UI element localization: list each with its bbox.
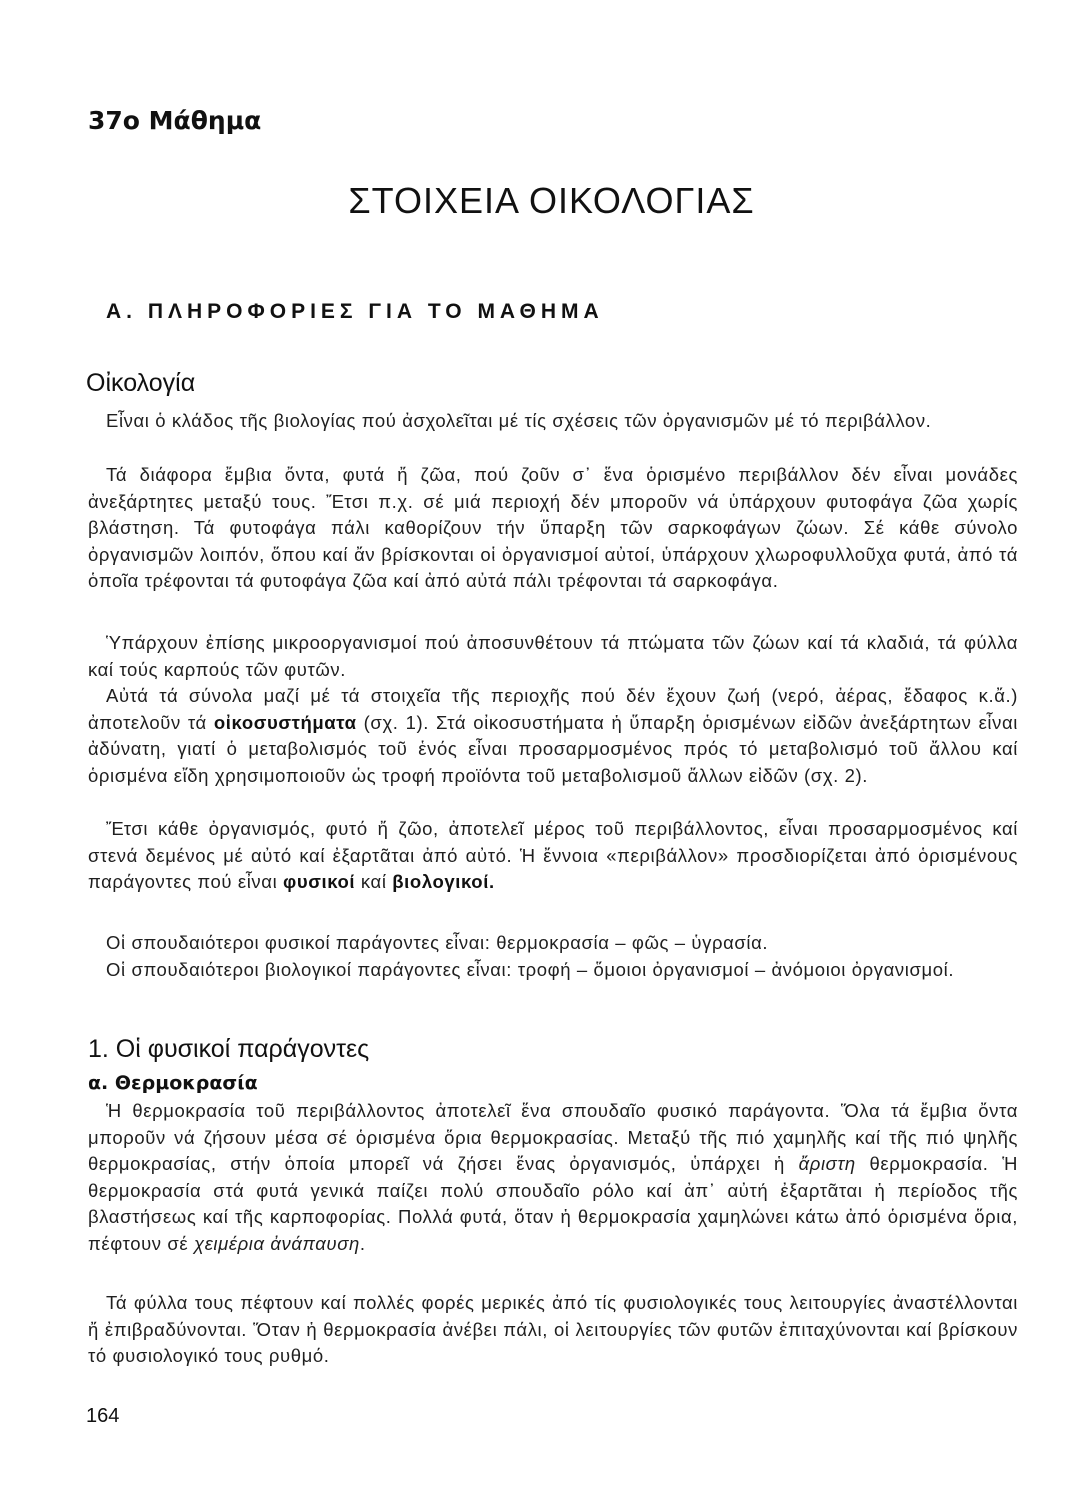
paragraph-environment (88, 816, 1018, 896)
biological-term: βιολογικοί. (392, 871, 495, 892)
paragraph-organisms: Τά διάφορα ἔμβια ὄντα, φυτά ἤ ζῶα, πού ζοῦν σ᾽ ἕνα ὁρισμένο περιβάλλον δέν εἶναι μονάδες ἀνεξάρτητες μεταξύ τους. Ἔτσι π.χ. σέ μιά περιοχή δέν μποροῦν νά ὑπάρχουν φυτοφάγα ζῶα χωρίς βλάστηση. Τά φυτοφάγα πάλι καθορίζουν τήν ὕπαρξη τῶν σαρκοφάγων ζώων. Σέ κάθε σύνολο ὀργανισμῶν λοιπόν, ὅπου καί ἄν βρίσκονται οἱ ὀργανισμοί αὐτοί, ὑπάρχουν χλωροφυλλοῦχα φυτά, ἀπό τά ὁποῖα τρέφονται τά φυτοφάγα ζῶα καί ἀπό αὐτά πάλι τρέφονται τά σαρκοφάγα. (88, 464, 1018, 591)
paragraph-leaves: Τά φύλλα τους πέφτουν καί πολλές φορές μερικές ἀπό τίς φυσιολογικές τους λειτουργίες ἀναστέλλονται ἤ ἐπιβραδύνονται. Ὅταν ἡ θερμοκρασία ἀνέβει πάλι, οἱ λειτουργίες τῶν φυτῶν ἐπιταχύνονται καί βρίσκουν τό φυσιολογικό τους ρυθμό. (88, 1292, 1018, 1366)
paragraph-ecosystems (88, 683, 1018, 789)
paragraph-biological-factors: Οἱ σπουδαιότεροι βιολογικοί παράγοντες εἶναι: τροφή – ὅμοιοι ὀργανισμοί – ἀνόμοιοι ὀργανισμοί. (106, 959, 955, 980)
optimal-term: ἄριστη (798, 1153, 856, 1174)
ecosystems-text-1: Αὐτά τά σύνολα μαζί μέ τά στοιχεῖα τῆς περιοχῆς πού δέν ἔχουν ζωή (νερό, ἀέρας, ἔδαφος κ.ἄ.) ἀποτελοῦν τά (88, 685, 1018, 733)
environment-text-2: καί (355, 871, 393, 892)
paragraph-physical-factors: Οἱ σπουδαιότεροι φυσικοί παράγοντες εἶναι: θερμοκρασία – φῶς – ὑγρασία. (106, 932, 769, 953)
temperature-text-1: Ἡ θερμοκρασία τοῦ περιβάλλοντος ἀποτελεῖ ἕνα σπουδαῖο φυσικό παράγοντα. Ὅλα τά ἔμβια ὄντα μποροῦν νά ζήσουν μέσα σέ ὁρισμένα ὅρια θερμοκρασίας. Μεταξύ τῆς πιό χαμηλῆς καί τῆς πιό ψηλῆς θερμοκρασίας, στήν ὁποία μπορεῖ νά ζήσει ἕνας ὀργανισμός, ὑπάρχει ἡ (88, 1100, 1018, 1174)
ecosystems-text-2: (σχ. 1). Στά οἰκοσυστήματα ἡ ὕπαρξη ὁρισμένων εἰδῶν ἀνεξάρτητων εἶναι ἀδύνατη, γιατί ὁ μεταβολισμός τοῦ ἑνός εἶναι προσαρμοσμένος πρός τό μεταβολισμό τοῦ ἄλλου καί ὁρισμένα εἴδη χρησιμοποιοῦν ὡς τροφή προϊόντα τοῦ μεταβολισμοῦ ἄλλων εἰδῶν (σχ. 2). (88, 711, 1018, 786)
section-1-heading: 1. Οἱ φυσικοί παράγοντες (88, 1035, 370, 1063)
paragraph-definition: Εἶναι ὁ κλάδος τῆς βιολογίας πού ἀσχολεῖται μέ τίς σχέσεις τῶν ὀργανισμῶν μέ τό περιβάλλον. (106, 410, 932, 431)
dormancy-term: χειμέρια ἀνάπαυση (194, 1232, 360, 1254)
temperature-text-3: . (359, 1232, 366, 1254)
page-title: ΣΤΟΙΧΕΙΑ ΟΙΚΟΛΟΓΙΑΣ (348, 180, 755, 221)
temperature-text-2: θερμοκρασία. Ἡ θερμοκρασία στά φυτά γενικά παίζει πολύ σπουδαῖο ρόλο καί ἀπ᾽ αὐτή ἐξαρτᾶται ἡ περίοδος τῆς βλαστήσεως καί τῆς καρποφορίας. Πολλά φυτά, ὅταν ἡ θερμοκρασία χαμηλώνει κάτω ἀπό ὁρισμένα ὅρια, πέφτουν σέ (88, 1153, 1018, 1254)
paragraph-temperature (88, 1098, 1018, 1257)
lesson-number: 37ο Μάθημα (88, 106, 262, 135)
ecosystems-term: οἰκοσυστήματα (213, 711, 357, 733)
page-number: 164 (86, 1405, 120, 1427)
section-a-heading: Α. ΠΛΗΡΟΦΟΡΙΕΣ ΓΙΑ ΤΟ ΜΑΘΗΜΑ (106, 300, 604, 323)
physical-term: φυσικοί (283, 871, 356, 892)
paragraph-microorganisms: Ὑπάρχουν ἐπίσης μικροοργανισμοί πού ἀποσυνθέτουν τά πτώματα τῶν ζώων καί τά κλαδιά, τά φύλλα καί τούς καρπούς τῶν φυτῶν. (88, 632, 1018, 680)
environment-text-1: Ἔτσι κάθε ὀργανισμός, φυτό ἤ ζῶο, ἀποτελεῖ μέρος τοῦ περιβάλλοντος, εἶναι προσαρμοσμένος καί στενά δεμένος μέ αὐτό καί ἐξαρτᾶται ἀπό αὐτό. Ἡ ἔννοια «περιβάλλον» προσδιορίζεται ἀπό ὁρισμένους παράγοντες πού εἶναι (88, 818, 1018, 892)
subsection-temperature-heading: α. Θερμοκρασία (88, 1072, 258, 1094)
subheading-ecology: Οἰκολογία (86, 369, 196, 397)
